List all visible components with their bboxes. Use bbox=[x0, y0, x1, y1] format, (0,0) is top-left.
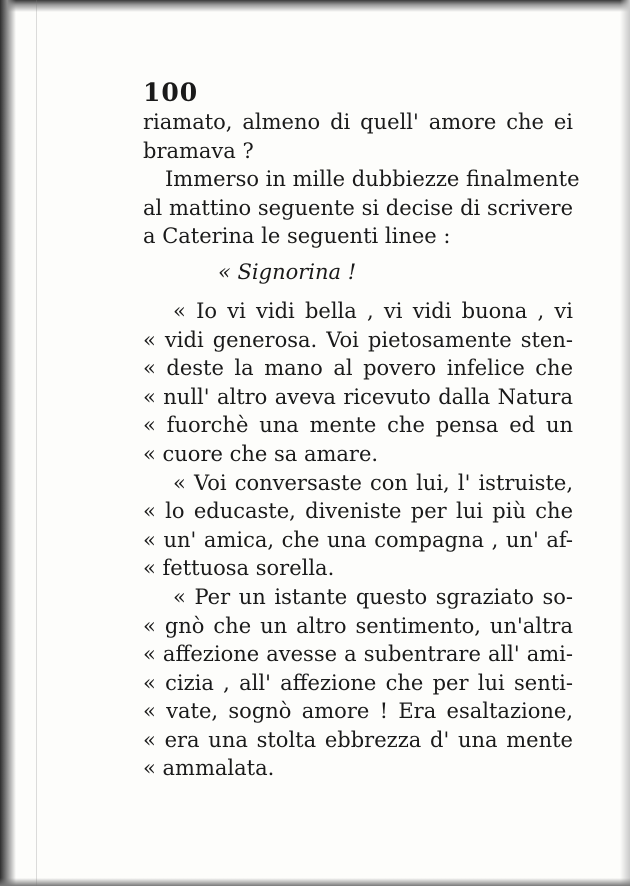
letter-line: « Per un istante questo sgraziato so- bbox=[173, 584, 573, 609]
letter-line: « vate, sognò amore ! Era esaltazione, bbox=[143, 699, 573, 724]
text-line: al mattino seguente si decise di scrivere bbox=[143, 195, 573, 220]
text-line: bramava ? bbox=[143, 138, 254, 163]
letter-line: « cuore che sa amare. bbox=[143, 441, 379, 466]
scan-edge-bottom bbox=[0, 878, 630, 886]
letter-line: « lo educaste, diveniste per lui più che bbox=[143, 499, 573, 524]
text-line: a Caterina le seguenti linee : bbox=[143, 224, 451, 249]
binding-shadow bbox=[36, 0, 37, 886]
letter-line: « affezione avesse a subentrare all' ami- bbox=[143, 642, 573, 667]
scan-edge-left bbox=[0, 0, 16, 886]
letter-line: « deste la mano al povero infelice che bbox=[143, 356, 573, 381]
page-number: 100 bbox=[143, 78, 199, 107]
text-line: Immerso in mille dubbiezze finalmente bbox=[165, 167, 580, 192]
text-line: riamato, almeno di quell' amore che ei bbox=[143, 110, 573, 134]
letter-line: « fettuosa sorella. bbox=[143, 556, 335, 581]
letter-line: « vidi generosa. Voi pietosamente sten- bbox=[143, 327, 573, 352]
letter-line: « null' altro aveva ricevuto dalla Natura bbox=[143, 384, 573, 409]
scan-edge-right bbox=[620, 0, 630, 886]
letter-salutation: « Signorina ! bbox=[218, 259, 357, 284]
letter-line: « era una stolta ebbrezza d' una mente bbox=[143, 727, 573, 752]
page-text bbox=[143, 78, 580, 783]
scan-edge-top bbox=[0, 0, 630, 12]
letter-line: « gnò che un altro sentimento, un'altra bbox=[143, 613, 573, 638]
letter-line: « Voi conversaste con lui, l' istruiste, bbox=[173, 470, 573, 495]
letter-line: « ammalata. bbox=[143, 756, 275, 781]
letter-line: « un' amica, che una compagna , un' af- bbox=[143, 527, 573, 552]
letter-line: « fuorchè una mente che pensa ed un bbox=[143, 413, 573, 438]
letter-line: « Io vi vidi bella , vi vidi buona , vi bbox=[173, 298, 573, 323]
letter-line: « cizia , all' affezione che per lui senti- bbox=[143, 670, 573, 695]
